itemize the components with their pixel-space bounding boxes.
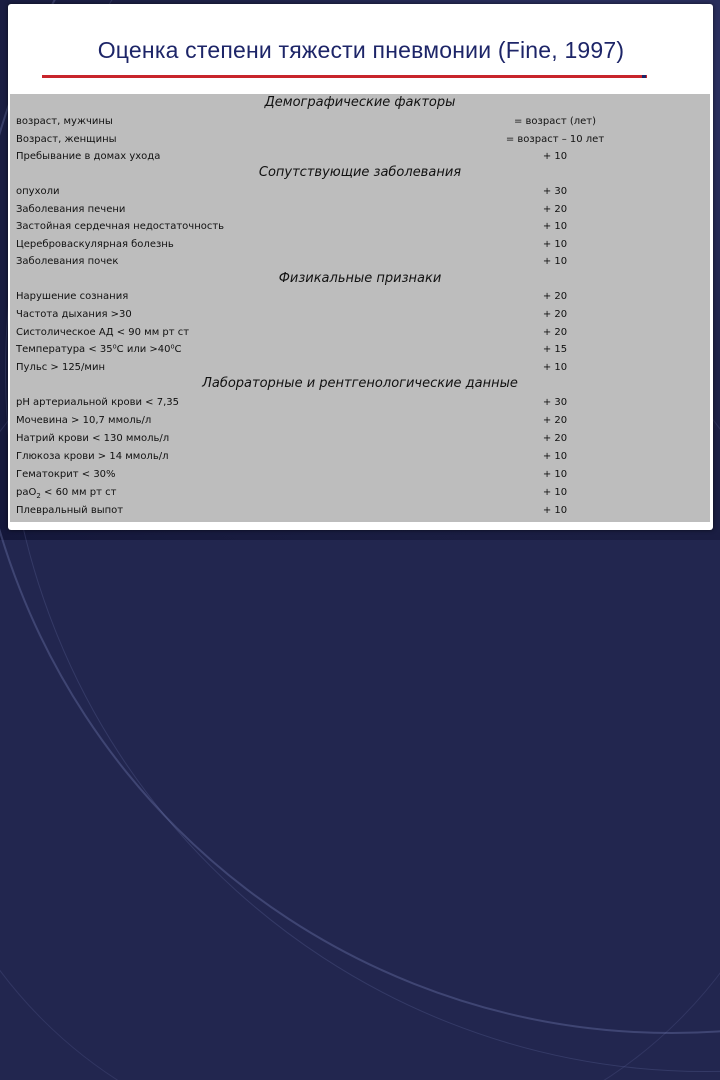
table-row xyxy=(10,237,710,255)
table-row xyxy=(10,254,710,272)
row-label xyxy=(16,487,116,500)
row-value: = возраст (лет) xyxy=(513,116,597,127)
row-label: опухоли xyxy=(16,186,60,197)
table-row xyxy=(10,395,710,413)
table-row xyxy=(10,219,710,237)
row-value: + 20 xyxy=(542,327,568,338)
row-value: + 20 xyxy=(542,291,568,302)
section-heading-lab-data: Лабораторные и рентгенологические данные xyxy=(202,376,518,391)
table-row xyxy=(10,342,710,360)
page-title: Оценка степени тяжести пневмонии (Fine, 1997) xyxy=(97,37,625,63)
row-value: + 10 xyxy=(542,505,568,516)
row-label: Заболевания печени xyxy=(16,204,126,215)
row-label: Мочевина > 10,7 ммоль/л xyxy=(16,415,152,426)
row-label: Частота дыхания >30 xyxy=(16,309,132,320)
row-label: Натрий крови < 130 ммоль/л xyxy=(16,433,170,444)
table-row xyxy=(10,503,710,521)
row-label: Возраст, женщины xyxy=(16,134,117,145)
row-label: Гематокрит < 30% xyxy=(16,469,116,480)
table-row xyxy=(10,431,710,449)
row-label: Систолическое АД < 90 мм рт ст xyxy=(16,327,190,338)
section-heading-physical-signs: Физикальные признаки xyxy=(278,271,442,286)
section-heading-demographics: Демографические факторы xyxy=(264,95,456,110)
row-value: + 20 xyxy=(542,415,568,426)
row-value: + 20 xyxy=(542,309,568,320)
title-underline-end xyxy=(642,75,646,78)
row-value: + 10 xyxy=(542,239,568,250)
row-value: + 30 xyxy=(542,397,568,408)
label-main: О xyxy=(28,487,37,498)
row-label: Застойная сердечная недостаточность xyxy=(16,221,225,232)
row-label: Пульс > 125/мин xyxy=(16,362,105,373)
row-value: + 30 xyxy=(542,186,568,197)
row-label: Плевральный выпот xyxy=(16,505,124,516)
table-row xyxy=(10,449,710,467)
row-value: + 10 xyxy=(542,469,568,480)
title-underline xyxy=(42,75,647,78)
row-value: + 15 xyxy=(542,344,568,355)
table-row xyxy=(10,467,710,485)
table-row xyxy=(10,114,710,132)
table-row xyxy=(10,307,710,325)
row-label: Температура < 35⁰С или >40⁰С xyxy=(16,344,182,355)
label-subscript: 2 xyxy=(36,492,41,500)
row-value: + 10 xyxy=(542,451,568,462)
row-value: + 10 xyxy=(542,362,568,373)
row-value: + 20 xyxy=(542,433,568,444)
table-row xyxy=(10,413,710,431)
row-value: + 10 xyxy=(542,221,568,232)
row-value: + 10 xyxy=(542,487,568,498)
label-suffix: < 60 мм рт ст xyxy=(40,487,117,498)
table-row xyxy=(10,325,710,343)
table-row xyxy=(10,132,710,150)
score-table xyxy=(10,94,710,522)
row-label: рН артериальной крови < 7,35 xyxy=(16,397,179,408)
row-label: Нарушение сознания xyxy=(16,291,129,302)
row-value: + 20 xyxy=(542,204,568,215)
row-label: Заболевания почек xyxy=(16,256,119,267)
row-value: + 10 xyxy=(542,256,568,267)
row-label: Цереброваскулярная болезнь xyxy=(16,239,174,250)
section-heading-comorbidities: Сопутствующие заболевания xyxy=(258,165,462,180)
table-row xyxy=(10,485,710,503)
row-value: = возраст – 10 лет xyxy=(505,134,605,145)
table-row xyxy=(10,202,710,220)
row-label: Глюкоза крови > 14 ммоль/л xyxy=(16,451,169,462)
label-prefix: ра xyxy=(16,487,29,498)
row-label: Пребывание в домах ухода xyxy=(16,151,161,162)
row-label: возраст, мужчины xyxy=(16,116,113,127)
table-row xyxy=(10,289,710,307)
table-row xyxy=(10,184,710,202)
row-value: + 10 xyxy=(542,151,568,162)
